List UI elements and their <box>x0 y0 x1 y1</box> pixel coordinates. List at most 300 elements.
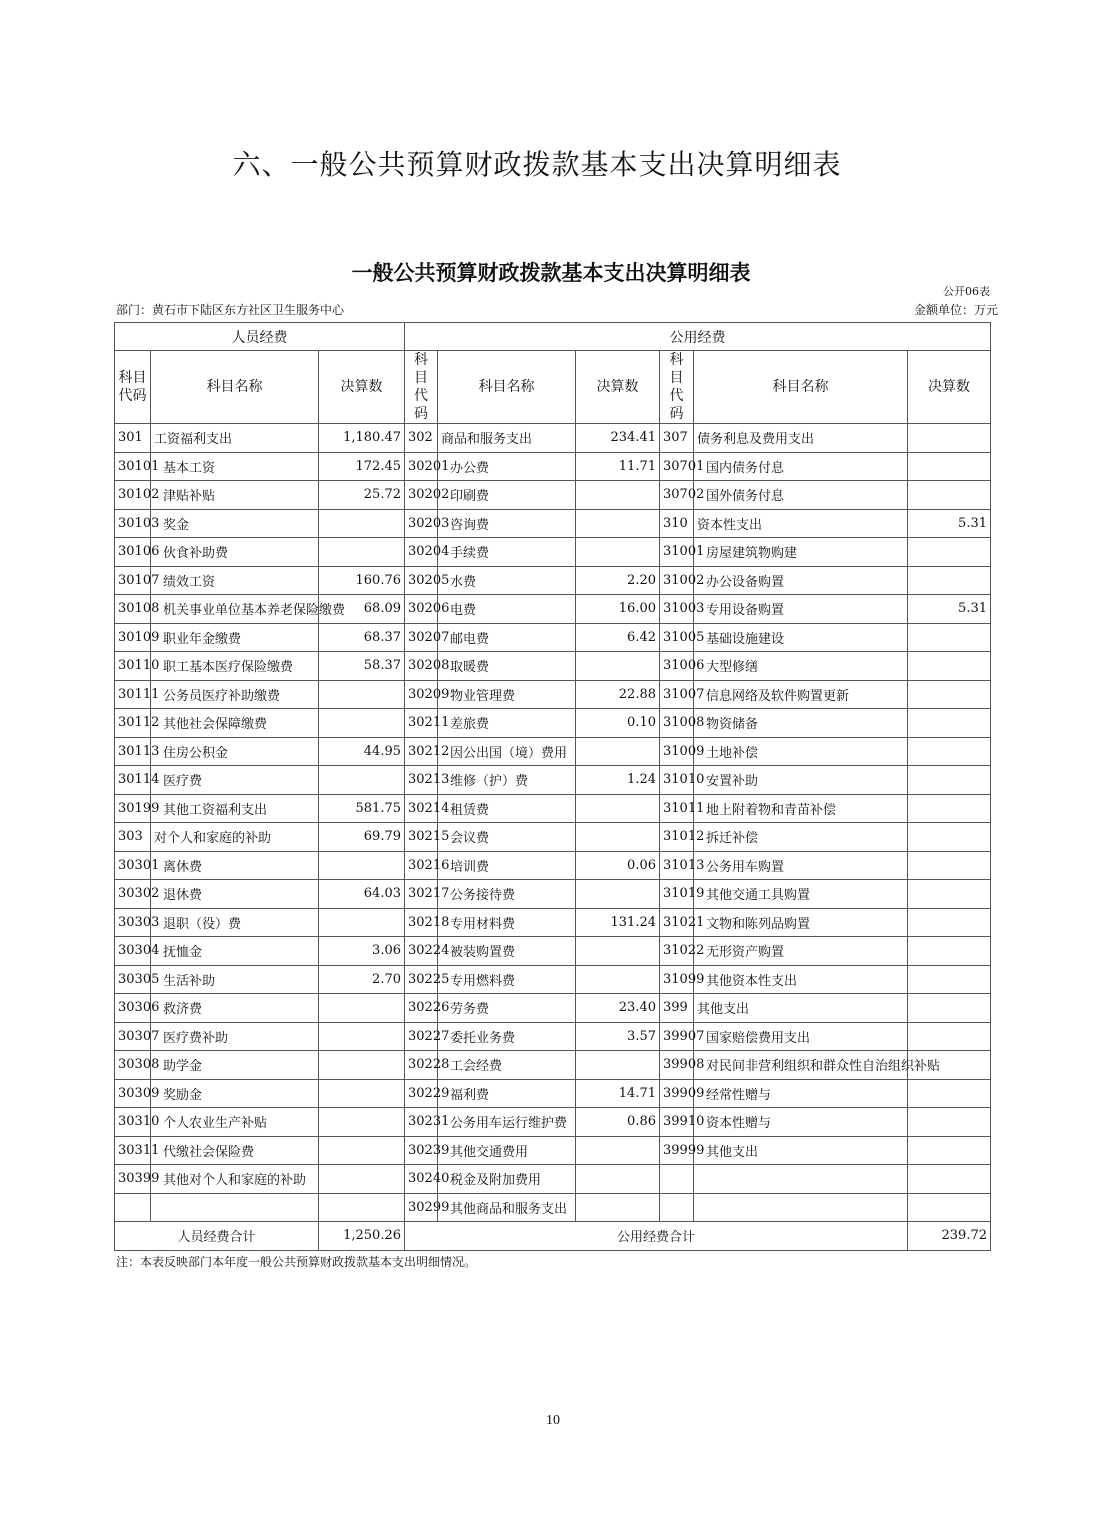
item-code: 30301 <box>115 851 151 880</box>
table-row <box>115 652 991 681</box>
table-row <box>115 509 991 538</box>
item-amount <box>908 566 991 595</box>
table-row <box>115 424 991 453</box>
table-row <box>115 994 991 1023</box>
item-code: 30206 <box>405 595 438 624</box>
item-code: 30308 <box>115 1051 151 1080</box>
item-amount <box>319 1051 405 1080</box>
item-name: 物资储备 <box>694 709 908 738</box>
item-amount <box>319 908 405 937</box>
item-name: 机关事业单位基本养老保险缴费 <box>151 595 319 624</box>
item-code: 30213 <box>405 766 438 795</box>
item-code: 30225 <box>405 965 438 994</box>
item-amount: 22.88 <box>576 680 660 709</box>
page-heading: 六、一般公共预算财政拨款基本支出决算明细表 <box>232 148 842 181</box>
item-name: 维修（护）费 <box>438 766 576 795</box>
item-name: 工会经费 <box>438 1051 576 1080</box>
item-code: 31009 <box>660 737 694 766</box>
item-name: 咨询费 <box>438 509 576 538</box>
item-code: 30231 <box>405 1108 438 1137</box>
item-code: 30217 <box>405 880 438 909</box>
item-amount: 6.42 <box>576 623 660 652</box>
item-code: 31003 <box>660 595 694 624</box>
header-code: 科目代码 <box>660 351 694 424</box>
item-name: 其他工资福利支出 <box>151 794 319 823</box>
total-public-value: 239.72 <box>908 1222 991 1251</box>
item-amount: 0.10 <box>576 709 660 738</box>
item-amount <box>576 1051 660 1080</box>
item-name: 公务接待费 <box>438 880 576 909</box>
item-code: 30306 <box>115 994 151 1023</box>
table-row <box>115 1193 991 1222</box>
item-name: 对个人和家庭的补助 <box>151 823 319 852</box>
item-amount <box>908 452 991 481</box>
item-code: 30303 <box>115 908 151 937</box>
item-code: 30240 <box>405 1165 438 1194</box>
item-amount <box>576 880 660 909</box>
item-name: 其他支出 <box>694 994 908 1023</box>
item-amount <box>319 1022 405 1051</box>
group-public-header: 公用经费 <box>405 323 991 351</box>
item-amount: 23.40 <box>576 994 660 1023</box>
table-row <box>115 680 991 709</box>
item-code: 301 <box>115 424 151 453</box>
item-code: 30214 <box>405 794 438 823</box>
item-code: 31019 <box>660 880 694 909</box>
table-row <box>115 709 991 738</box>
item-amount <box>908 766 991 795</box>
item-code: 39908 <box>660 1051 694 1080</box>
item-amount: 14.71 <box>576 1079 660 1108</box>
item-code: 31013 <box>660 851 694 880</box>
item-code: 30102 <box>115 481 151 510</box>
item-name: 地上附着物和青苗补偿 <box>694 794 908 823</box>
item-name: 大型修缮 <box>694 652 908 681</box>
table-row <box>115 965 991 994</box>
item-amount <box>319 709 405 738</box>
item-amount <box>319 1079 405 1108</box>
item-amount <box>319 538 405 567</box>
item-amount <box>576 1193 660 1222</box>
table-row <box>115 851 991 880</box>
group-personnel-header: 人员经费 <box>115 323 405 351</box>
item-amount <box>319 509 405 538</box>
item-amount <box>576 509 660 538</box>
item-amount <box>908 709 991 738</box>
item-amount <box>576 937 660 966</box>
item-amount: 131.24 <box>576 908 660 937</box>
item-code: 39910 <box>660 1108 694 1137</box>
table-row <box>115 538 991 567</box>
item-code: 39907 <box>660 1022 694 1051</box>
item-code: 30218 <box>405 908 438 937</box>
item-name: 其他交通工具购置 <box>694 880 908 909</box>
item-name: 退职（役）费 <box>151 908 319 937</box>
item-name: 其他社会保障缴费 <box>151 709 319 738</box>
item-amount: 581.75 <box>319 794 405 823</box>
item-amount <box>908 908 991 937</box>
item-amount <box>908 737 991 766</box>
item-code: 303 <box>115 823 151 852</box>
item-name: 资本性支出 <box>694 509 908 538</box>
item-name: 被装购置费 <box>438 937 576 966</box>
item-amount <box>319 1108 405 1137</box>
item-name <box>694 1165 908 1194</box>
item-amount <box>908 880 991 909</box>
header-amount: 决算数 <box>319 351 405 424</box>
item-amount <box>576 538 660 567</box>
table-row <box>115 908 991 937</box>
item-amount: 69.79 <box>319 823 405 852</box>
header-amount: 决算数 <box>908 351 991 424</box>
item-code: 31021 <box>660 908 694 937</box>
table-row <box>115 1165 991 1194</box>
item-name: 办公设备购置 <box>694 566 908 595</box>
item-amount <box>319 766 405 795</box>
item-code: 30110 <box>115 652 151 681</box>
item-code: 30203 <box>405 509 438 538</box>
item-name: 商品和服务支出 <box>438 424 576 453</box>
item-code: 30114 <box>115 766 151 795</box>
item-amount <box>319 851 405 880</box>
item-amount: 16.00 <box>576 595 660 624</box>
item-code: 30399 <box>115 1165 151 1194</box>
item-code: 30216 <box>405 851 438 880</box>
item-amount: 1.24 <box>576 766 660 795</box>
item-name: 房屋建筑物购建 <box>694 538 908 567</box>
table-row <box>115 737 991 766</box>
expenditure-table <box>114 322 991 1251</box>
item-name: 奖金 <box>151 509 319 538</box>
item-amount: 5.31 <box>908 509 991 538</box>
item-code: 30228 <box>405 1051 438 1080</box>
item-amount <box>319 1165 405 1194</box>
item-code: 30227 <box>405 1022 438 1051</box>
table-row <box>115 566 991 595</box>
item-code <box>660 1193 694 1222</box>
item-name: 基本工资 <box>151 452 319 481</box>
total-personnel-label: 人员经费合计 <box>115 1222 319 1251</box>
table-row <box>115 1022 991 1051</box>
item-name: 生活补助 <box>151 965 319 994</box>
item-name: 物业管理费 <box>438 680 576 709</box>
item-code: 31010 <box>660 766 694 795</box>
item-code: 30702 <box>660 481 694 510</box>
item-name: 水费 <box>438 566 576 595</box>
item-name: 其他支出 <box>694 1136 908 1165</box>
item-name: 租赁费 <box>438 794 576 823</box>
page-number: 10 <box>546 1413 560 1428</box>
item-name: 公务用车购置 <box>694 851 908 880</box>
item-amount <box>908 538 991 567</box>
item-amount: 25.72 <box>319 481 405 510</box>
table-row <box>115 1079 991 1108</box>
item-amount: 234.41 <box>576 424 660 453</box>
item-code: 30201 <box>405 452 438 481</box>
item-code: 307 <box>660 424 694 453</box>
item-name: 电费 <box>438 595 576 624</box>
item-amount <box>576 1165 660 1194</box>
item-name: 职业年金缴费 <box>151 623 319 652</box>
item-name: 培训费 <box>438 851 576 880</box>
item-amount: 0.86 <box>576 1108 660 1137</box>
item-name: 医疗费 <box>151 766 319 795</box>
item-amount: 11.71 <box>576 452 660 481</box>
item-code: 30108 <box>115 595 151 624</box>
item-amount <box>908 680 991 709</box>
item-name: 手续费 <box>438 538 576 567</box>
item-code: 30224 <box>405 937 438 966</box>
item-code: 30310 <box>115 1108 151 1137</box>
item-code: 30226 <box>405 994 438 1023</box>
item-code: 30109 <box>115 623 151 652</box>
item-amount: 0.06 <box>576 851 660 880</box>
item-name: 个人农业生产补贴 <box>151 1108 319 1137</box>
item-code: 30204 <box>405 538 438 567</box>
item-name: 国家赔偿费用支出 <box>694 1022 908 1051</box>
item-code: 399 <box>660 994 694 1023</box>
department-label: 部门：黄石市下陆区东方社区卫生服务中心 <box>116 303 345 317</box>
item-name: 专用设备购置 <box>694 595 908 624</box>
item-name: 其他交通费用 <box>438 1136 576 1165</box>
item-code: 30107 <box>115 566 151 595</box>
item-code: 30113 <box>115 737 151 766</box>
item-name: 办公费 <box>438 452 576 481</box>
item-amount <box>908 424 991 453</box>
item-amount: 68.37 <box>319 623 405 652</box>
item-code: 31008 <box>660 709 694 738</box>
item-name: 津贴补贴 <box>151 481 319 510</box>
form-code: 公开06表 <box>943 285 990 298</box>
item-amount <box>576 794 660 823</box>
item-name: 债务利息及费用支出 <box>694 424 908 453</box>
item-amount: 58.37 <box>319 652 405 681</box>
header-code: 科目代码 <box>405 351 438 424</box>
item-name <box>151 1193 319 1222</box>
header-amount: 决算数 <box>576 351 660 424</box>
item-amount <box>319 1193 405 1222</box>
item-code: 30229 <box>405 1079 438 1108</box>
total-public-label: 公用经费合计 <box>405 1222 908 1251</box>
item-name: 安置补助 <box>694 766 908 795</box>
item-code: 30103 <box>115 509 151 538</box>
item-code: 30307 <box>115 1022 151 1051</box>
item-code: 30207 <box>405 623 438 652</box>
item-code: 30208 <box>405 652 438 681</box>
item-amount <box>908 937 991 966</box>
item-name: 医疗费补助 <box>151 1022 319 1051</box>
item-name: 无形资产购置 <box>694 937 908 966</box>
item-name: 印刷费 <box>438 481 576 510</box>
item-name: 税金及附加费用 <box>438 1165 576 1194</box>
item-code: 30304 <box>115 937 151 966</box>
item-code: 30311 <box>115 1136 151 1165</box>
item-name: 代缴社会保险费 <box>151 1136 319 1165</box>
item-name: 奖励金 <box>151 1079 319 1108</box>
item-name: 资本性赠与 <box>694 1108 908 1137</box>
item-amount <box>908 1022 991 1051</box>
item-name: 其他资本性支出 <box>694 965 908 994</box>
item-name: 国外债务付息 <box>694 481 908 510</box>
item-code: 31011 <box>660 794 694 823</box>
table-title: 一般公共预算财政拨款基本支出决算明细表 <box>351 261 751 285</box>
item-code: 30302 <box>115 880 151 909</box>
item-code: 39909 <box>660 1079 694 1108</box>
item-name: 其他对个人和家庭的补助 <box>151 1165 319 1194</box>
item-amount: 2.20 <box>576 566 660 595</box>
table-row <box>115 1051 991 1080</box>
item-code: 30239 <box>405 1136 438 1165</box>
item-amount <box>908 1193 991 1222</box>
item-code: 30106 <box>115 538 151 567</box>
item-name: 拆迁补偿 <box>694 823 908 852</box>
item-amount <box>908 794 991 823</box>
item-name: 差旅费 <box>438 709 576 738</box>
item-name: 离休费 <box>151 851 319 880</box>
item-code: 30215 <box>405 823 438 852</box>
item-amount <box>908 994 991 1023</box>
item-name: 对民间非营利组织和群众性自治组织补贴 <box>694 1051 908 1080</box>
item-code: 30111 <box>115 680 151 709</box>
item-name: 委托业务费 <box>438 1022 576 1051</box>
item-amount <box>908 1136 991 1165</box>
item-amount <box>908 965 991 994</box>
item-amount <box>908 652 991 681</box>
item-code: 30205 <box>405 566 438 595</box>
item-amount: 160.76 <box>319 566 405 595</box>
table-row <box>115 481 991 510</box>
item-amount <box>908 823 991 852</box>
item-name: 专用材料费 <box>438 908 576 937</box>
item-name: 邮电费 <box>438 623 576 652</box>
item-code: 30199 <box>115 794 151 823</box>
table-row <box>115 794 991 823</box>
item-code: 31022 <box>660 937 694 966</box>
item-name: 土地补偿 <box>694 737 908 766</box>
item-code: 302 <box>405 424 438 453</box>
item-code: 31006 <box>660 652 694 681</box>
item-amount <box>319 1136 405 1165</box>
header-name: 科目名称 <box>151 351 319 424</box>
table-row <box>115 452 991 481</box>
unit-label: 金额单位：万元 <box>913 303 998 317</box>
item-code <box>115 1193 151 1222</box>
item-name: 公务员医疗补助缴费 <box>151 680 319 709</box>
item-amount <box>319 994 405 1023</box>
table-body <box>115 424 991 1222</box>
item-code: 30211 <box>405 709 438 738</box>
item-name: 公务用车运行维护费 <box>438 1108 576 1137</box>
header-name: 科目名称 <box>694 351 908 424</box>
table-row <box>115 823 991 852</box>
item-amount: 44.95 <box>319 737 405 766</box>
item-amount <box>576 965 660 994</box>
item-amount: 68.09 <box>319 595 405 624</box>
item-name: 经常性赠与 <box>694 1079 908 1108</box>
item-amount: 2.70 <box>319 965 405 994</box>
item-code: 30212 <box>405 737 438 766</box>
item-amount <box>908 1165 991 1194</box>
item-amount <box>576 481 660 510</box>
item-code: 31007 <box>660 680 694 709</box>
item-amount <box>908 1108 991 1137</box>
table-row <box>115 1108 991 1137</box>
item-code: 31002 <box>660 566 694 595</box>
item-amount <box>576 1136 660 1165</box>
item-code: 31001 <box>660 538 694 567</box>
item-code: 30209 <box>405 680 438 709</box>
item-name: 会议费 <box>438 823 576 852</box>
item-name: 伙食补助费 <box>151 538 319 567</box>
item-name: 基础设施建设 <box>694 623 908 652</box>
item-name: 国内债务付息 <box>694 452 908 481</box>
item-name: 专用燃料费 <box>438 965 576 994</box>
header-name: 科目名称 <box>438 351 576 424</box>
header-code: 科目代码 <box>115 351 151 424</box>
item-amount <box>576 823 660 852</box>
item-amount: 3.57 <box>576 1022 660 1051</box>
item-amount: 5.31 <box>908 595 991 624</box>
item-code: 30299 <box>405 1193 438 1222</box>
item-amount: 172.45 <box>319 452 405 481</box>
item-amount <box>908 623 991 652</box>
table-row <box>115 937 991 966</box>
item-name: 取暖费 <box>438 652 576 681</box>
item-name: 文物和陈列品购置 <box>694 908 908 937</box>
item-name: 助学金 <box>151 1051 319 1080</box>
item-name: 职工基本医疗保险缴费 <box>151 652 319 681</box>
item-code: 30309 <box>115 1079 151 1108</box>
item-amount: 1,180.47 <box>319 424 405 453</box>
item-code: 30701 <box>660 452 694 481</box>
item-name: 信息网络及软件购置更新 <box>694 680 908 709</box>
item-amount <box>908 1079 991 1108</box>
item-name <box>694 1193 908 1222</box>
table-row <box>115 880 991 909</box>
item-amount <box>576 652 660 681</box>
item-code: 31012 <box>660 823 694 852</box>
item-code: 30101 <box>115 452 151 481</box>
item-amount: 3.06 <box>319 937 405 966</box>
item-code: 30112 <box>115 709 151 738</box>
item-amount <box>576 737 660 766</box>
item-name: 其他商品和服务支出 <box>438 1193 576 1222</box>
item-code: 39999 <box>660 1136 694 1165</box>
item-name: 工资福利支出 <box>151 424 319 453</box>
table-row <box>115 1136 991 1165</box>
item-code: 310 <box>660 509 694 538</box>
item-code: 31005 <box>660 623 694 652</box>
item-code: 30305 <box>115 965 151 994</box>
item-name: 劳务费 <box>438 994 576 1023</box>
total-personnel-value: 1,250.26 <box>319 1222 405 1251</box>
item-name: 救济费 <box>151 994 319 1023</box>
item-code <box>660 1165 694 1194</box>
item-name: 退休费 <box>151 880 319 909</box>
item-amount <box>908 851 991 880</box>
item-name: 住房公积金 <box>151 737 319 766</box>
table-note: 注：本表反映部门本年度一般公共预算财政拨款基本支出明细情况。 <box>116 1255 477 1269</box>
item-amount <box>319 680 405 709</box>
item-name: 抚恤金 <box>151 937 319 966</box>
item-code: 30202 <box>405 481 438 510</box>
table-row <box>115 766 991 795</box>
item-code: 31099 <box>660 965 694 994</box>
item-name: 绩效工资 <box>151 566 319 595</box>
item-amount <box>908 481 991 510</box>
table-row <box>115 595 991 624</box>
table-row <box>115 623 991 652</box>
